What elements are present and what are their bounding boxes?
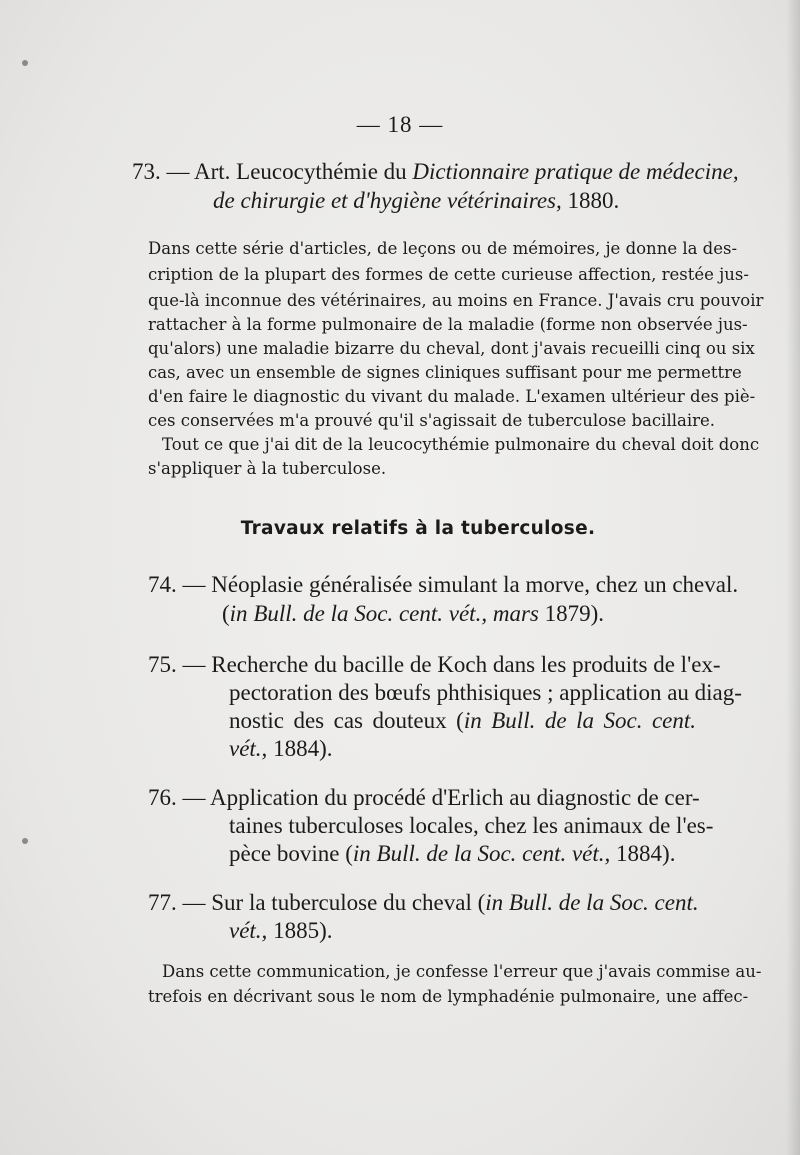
- entry-number: 73.: [132, 159, 161, 184]
- entry-74-line-1: [148, 572, 739, 597]
- entry-76-line-2: taines tuberculoses locales, chez les animaux de l'es-: [229, 813, 714, 838]
- citation-journal: Bull. de la Soc. cent.: [508, 890, 699, 915]
- entry-title: Dictionnaire pratique de médecine,: [412, 159, 739, 184]
- citation-journal: vét.,: [229, 918, 268, 943]
- citation-month: mars: [492, 601, 539, 626]
- entry-title: de chirurgie et d'hygiène vétérinaires,: [213, 188, 562, 213]
- paragraph-line: Tout ce que j'ai dit de la leucocythémie pulmonaire du cheval doit donc: [162, 435, 760, 454]
- entry-75-line-1: [148, 652, 721, 677]
- paragraph-line: trefois en décrivant sous le nom de lymphadénie pulmonaire, une affec-: [148, 987, 749, 1006]
- entry-dash: —: [182, 785, 206, 810]
- entry-75-line-4: [229, 736, 332, 761]
- margin-speck: [22, 60, 28, 66]
- citation-year: 1879).: [544, 601, 605, 626]
- citation-year: 1884).: [616, 841, 676, 866]
- entry-text: Application du procédé d'Erlich au diagnostic de cer-: [209, 785, 700, 810]
- entry-text: Recherche du bacille de Koch dans les produits de l'ex-: [211, 652, 721, 677]
- entry-73-line-1: [132, 159, 739, 184]
- citation-journal: vét.,: [229, 736, 268, 761]
- entry-number: 76.: [148, 785, 177, 810]
- entry-dash: —: [182, 652, 206, 677]
- citation-year: 1884).: [273, 736, 333, 761]
- citation-journal: Bull. de la Soc. cent. vét.,: [253, 601, 488, 626]
- entry-text: Néoplasie généralisée simulant la morve, chez un cheval.: [211, 572, 739, 597]
- entry-number: 75.: [148, 652, 177, 677]
- paragraph-line: Dans cette communication, je confesse l'erreur que j'avais commise au-: [162, 962, 762, 981]
- paragraph-line: ces conservées m'a prouvé qu'il s'agissait de tuberculose bacillaire.: [148, 411, 716, 430]
- page-number: — 18 —: [356, 112, 444, 137]
- citation-in: in: [485, 890, 504, 915]
- entry-77-line-2: [229, 918, 332, 943]
- entry-dash: —: [166, 159, 190, 184]
- entry-number: 74.: [148, 572, 177, 597]
- citation-journal: Bull. de la Soc. cent.: [491, 708, 697, 733]
- margin-speck: [22, 838, 28, 844]
- citation-in: in: [229, 601, 248, 626]
- entry-74-line-2: (in Bull. de la Soc. cent. vét., mars 1879).: [222, 601, 605, 626]
- entry-dash: —: [182, 890, 206, 915]
- paragraph-line: Dans cette série d'articles, de leçons ou de mémoires, je donne la des-: [148, 239, 738, 258]
- citation-in: in: [352, 841, 371, 866]
- entry-77-line-1: [148, 890, 699, 915]
- entry-75-line-3: nostic des cas douteux (in Bull. de la Soc. cent.: [229, 708, 697, 733]
- paragraph-line: qu'alors) une maladie bizarre du cheval, dont j'avais recueilli cinq ou six: [148, 339, 755, 358]
- entry-76-line-1: [148, 785, 700, 810]
- paragraph-line: cription de la plupart des formes de cette curieuse affection, restée jus-: [148, 265, 749, 284]
- entry-number: 77.: [148, 890, 177, 915]
- citation-journal: Bull. de la Soc. cent. vét.,: [376, 841, 611, 866]
- paragraph-line: rattacher à la forme pulmonaire de la maladie (forme non observée jus-: [148, 315, 748, 334]
- section-heading: Travaux relatifs à la tuberculose.: [240, 518, 596, 539]
- entry-73-line-2: [213, 188, 619, 213]
- entry-text: Sur la tuberculose du cheval (: [211, 890, 486, 915]
- entry-year: 1880.: [567, 188, 620, 213]
- page-edge-shadow: [786, 0, 800, 1155]
- citation-in: in: [463, 708, 482, 733]
- entry-text: Art. Leucocythémie du: [193, 159, 407, 184]
- paragraph-line: que-là inconnue des vétérinaires, au moins en France. J'avais cru pouvoir: [148, 291, 764, 310]
- paragraph-line: d'en faire le diagnostic du vivant du malade. L'examen ultérieur des piè-: [148, 387, 756, 406]
- entry-dash: —: [182, 572, 206, 597]
- entry-75-line-2: pectoration des bœufs phthisiques ; application au diag-: [229, 680, 742, 705]
- entry-76-line-3: pèce bovine (in Bull. de la Soc. cent. vét., 1884).: [229, 841, 676, 866]
- paragraph-line: s'appliquer à la tuberculose.: [148, 459, 387, 478]
- paragraph-line: cas, avec un ensemble de signes cliniques suffisant pour me permettre: [148, 363, 742, 382]
- citation-year: 1885).: [273, 918, 333, 943]
